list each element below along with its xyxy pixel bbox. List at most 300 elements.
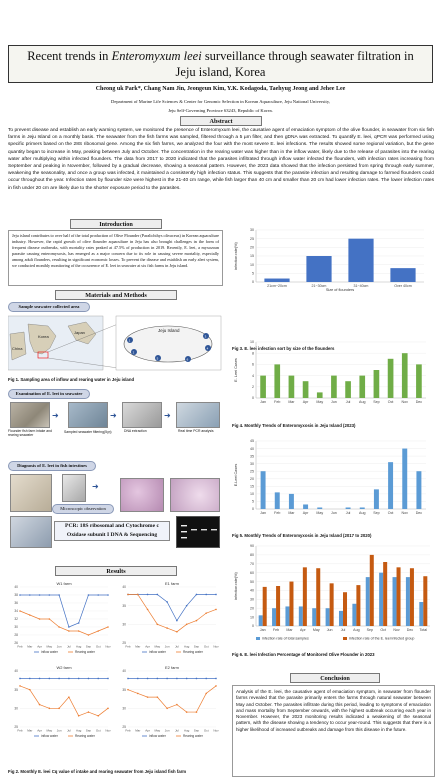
step-label: Sampled seawater filtering(5㎛) — [64, 430, 112, 434]
x-tick-label: Oct — [95, 644, 101, 649]
y-tick-label: 35 — [122, 603, 126, 608]
series-point — [147, 696, 149, 698]
panel-title: E2 farm — [164, 665, 180, 670]
series-point — [215, 594, 217, 596]
series-point — [88, 711, 90, 713]
x-tick-label: 21~30cm — [311, 284, 327, 288]
y-tick-label: 80 — [250, 553, 254, 558]
x-tick-label: Apr — [145, 728, 150, 733]
y-tick-label: 40 — [122, 669, 126, 674]
legend-label: infection rate of total samples — [262, 636, 309, 641]
bar — [374, 370, 380, 398]
x-tick-label: Mar — [27, 644, 33, 649]
x-tick-label: Nov — [401, 400, 408, 404]
x-tick-label: Jun — [164, 644, 170, 649]
x-tick-label: Jan — [259, 628, 266, 632]
series-point — [19, 678, 21, 680]
series-point — [147, 609, 149, 611]
series-point — [39, 618, 41, 620]
x-tick-label: Feb — [125, 644, 131, 649]
bar — [343, 592, 347, 626]
y-tick-label: 2 — [252, 385, 254, 389]
pcr-label-line2: Oxidase subunit I DNA & Sequencing — [66, 532, 158, 538]
series-line — [128, 594, 216, 631]
x-tick-label: Jul — [174, 644, 179, 649]
x-tick-label: Jan — [260, 400, 266, 404]
results-heading: Results — [55, 566, 177, 576]
x-tick-label: Feb — [17, 644, 23, 649]
y-tick-label: 38 — [14, 593, 18, 598]
introduction-text: Jeju island contributes to over half of the total production of Olive Flounder (Paralichthys olivaceus) in Korean aquaculture industry. However, the rapid growth of olive flounder aquaculture in Jeju has also brought challenges in the form of frequent disease outbreaks, with mortality rates peaked at 47.5% of production in 2019. Recently, E. leei, a myxozoan parasite causing enteromyxosis, has emerged as a major concern due to its role in causing severe mortality, especially among adult flounders, resulting in significant economic losses. To prevent the disease and establish an early alert system, we conducted monthly monitoring of the occurrence of E. leei in seawater at six fish farms in Jeju island. — [8, 230, 223, 286]
title-line1-pre: Recent trends in — [27, 49, 112, 63]
series-point — [157, 624, 159, 626]
x-tick-label: Sep — [193, 728, 200, 733]
series-point — [127, 594, 129, 596]
series-line — [128, 594, 216, 620]
y-tick-label: 30 — [250, 228, 254, 233]
fig5-panel — [232, 433, 435, 529]
bar — [272, 608, 276, 626]
x-tick-label: Over 40cm — [394, 284, 412, 288]
series-point — [88, 634, 90, 636]
x-tick-label: Sep — [373, 511, 380, 515]
bar — [360, 507, 365, 509]
y-tick-label: 35 — [122, 687, 126, 692]
y-tick-label: 20 — [250, 245, 254, 250]
y-tick-label: 35 — [14, 687, 18, 692]
bar — [264, 279, 289, 282]
x-tick-label: May — [154, 728, 161, 733]
bar — [306, 256, 331, 282]
series-point — [78, 622, 80, 624]
x-tick-label: Aug — [359, 511, 366, 515]
bar — [303, 567, 307, 626]
x-tick-label: Sep — [193, 644, 200, 649]
dna-extraction-photo — [122, 402, 162, 428]
bar — [289, 582, 293, 626]
bar — [317, 507, 322, 509]
series-point — [19, 610, 21, 612]
bar — [331, 376, 337, 398]
figure6-caption: Fig 6. E. leei Infection Percentage of Monitored Olive Flounder in 2023 — [232, 652, 375, 657]
filtering-photo — [68, 402, 108, 428]
series-point — [107, 678, 109, 680]
x-tick-label: 31~40cm — [353, 284, 369, 288]
x-tick-label: Nov — [401, 511, 408, 515]
x-tick-label: Apr — [302, 511, 309, 515]
bar — [397, 567, 401, 626]
y-tick-label: 25 — [250, 469, 254, 474]
bar — [390, 268, 415, 282]
series-point — [97, 594, 99, 596]
y-tick-label: 36 — [14, 601, 18, 606]
y-tick-label: 5 — [252, 499, 254, 504]
y-tick-label: 30 — [122, 706, 126, 711]
bar — [383, 562, 387, 626]
title-species: Enteromyxum leei — [111, 49, 202, 63]
y-tick-label: 10 — [250, 340, 254, 345]
fig5-chart — [232, 433, 435, 529]
series-point — [137, 594, 139, 596]
bar — [388, 359, 394, 398]
y-tick-label: 25 — [122, 725, 126, 730]
y-tick-label: 30 — [14, 625, 18, 630]
legend-label: inflow water — [149, 734, 166, 739]
map-country-china: China — [12, 346, 23, 351]
fig2-panel — [6, 579, 223, 747]
y-tick-label: 30 — [250, 597, 254, 602]
bar — [352, 604, 356, 626]
legend-label: Rearing water — [75, 734, 95, 739]
series-point — [205, 678, 207, 680]
series-point — [215, 685, 217, 687]
bar — [416, 364, 422, 398]
y-axis-label: E.Leei Cases — [234, 463, 238, 487]
y-tick-label: 90 — [250, 544, 254, 549]
legend-swatch — [256, 637, 260, 640]
pcr-device-photo — [10, 516, 52, 548]
title-line1-post: surveillance through seawater filtration in — [201, 49, 414, 63]
y-tick-label: 32 — [14, 617, 18, 622]
microscopic-observation-label: Microscopic observation — [52, 504, 114, 514]
y-tick-label: 0 — [252, 624, 254, 629]
x-tick-label: Nov — [213, 728, 219, 733]
legend-label: inflow water — [149, 650, 166, 655]
bar — [330, 583, 334, 626]
x-tick-label: Sep — [85, 644, 92, 649]
x-tick-label: Jul — [66, 644, 71, 649]
series-line — [128, 686, 216, 712]
map-site-number: 5 — [156, 356, 159, 361]
sampling-map — [8, 314, 223, 372]
x-tick-label: May — [46, 644, 53, 649]
bar — [423, 576, 427, 626]
x-tick-label: Mar — [286, 628, 293, 632]
step-label: Flounder fish farm intake and rearing seawater — [8, 429, 52, 437]
affiliation — [20, 97, 421, 115]
y-tick-label: 30 — [250, 461, 254, 466]
x-tick-label: Sep — [85, 728, 92, 733]
y-axis-label: E. Leei Cases — [234, 358, 238, 382]
x-tick-label: Oct — [387, 511, 394, 515]
bar — [370, 555, 374, 626]
series-point — [68, 630, 70, 632]
bar — [317, 392, 323, 398]
y-tick-label: 45 — [250, 439, 254, 444]
series-point — [39, 594, 41, 596]
fish-intestine-photo — [10, 474, 52, 512]
legend-label: Rearing water — [75, 650, 95, 655]
x-tick-label: Feb — [274, 400, 281, 404]
series-point — [166, 678, 168, 680]
series-point — [49, 594, 51, 596]
x-tick-label: Nov — [213, 644, 219, 649]
x-tick-label: Feb — [17, 728, 23, 733]
series-point — [137, 678, 139, 680]
series-point — [78, 678, 80, 680]
series-point — [157, 594, 159, 596]
bar — [263, 587, 267, 626]
series-point — [68, 626, 70, 628]
y-tick-label: 30 — [122, 622, 126, 627]
author-list: Cheong uk Park*, Chang Nam Jin, Jeongeun Kim, Y.K. Kodagoda, Taehyug Jeong and Jehee Lee — [95, 86, 346, 92]
y-tick-label: 0 — [252, 507, 254, 512]
legend-label: inflow water — [41, 650, 58, 655]
series-point — [97, 630, 99, 632]
fig4-chart — [232, 318, 435, 418]
series-point — [166, 708, 168, 710]
x-tick-label: Aug — [183, 644, 190, 649]
bar — [359, 376, 365, 398]
series-point — [215, 609, 217, 611]
y-tick-label: 28 — [14, 633, 18, 638]
pcr-label-line1: PCR: 18S ribosomal and Cytochrome c — [65, 523, 159, 529]
y-tick-label: 5 — [252, 271, 254, 276]
x-tick-label: May — [46, 728, 53, 733]
series-point — [78, 715, 80, 717]
bar — [326, 608, 330, 626]
fig6-chart — [232, 542, 435, 650]
series-point — [88, 678, 90, 680]
bar — [274, 364, 280, 398]
series-point — [29, 689, 31, 691]
y-tick-label: 0 — [252, 280, 254, 285]
x-tick-label: Feb — [125, 728, 131, 733]
series-point — [19, 594, 21, 596]
bar — [303, 381, 309, 398]
series-point — [186, 678, 188, 680]
x-tick-label: Apr — [302, 400, 309, 404]
fig4-panel — [232, 318, 435, 418]
y-tick-label: 6 — [252, 362, 254, 367]
series-point — [196, 711, 198, 713]
figure2-caption: Fig 2. Monthly E. leei Cq value of intake and rearing seawater from Jeju island fish farm — [8, 769, 187, 774]
series-point — [196, 678, 198, 680]
qpcr-photo — [176, 402, 220, 428]
series-point — [97, 678, 99, 680]
bar — [316, 568, 320, 626]
x-tick-label: Sep — [373, 400, 380, 404]
x-tick-label: Jan — [260, 511, 266, 515]
x-tick-label: Mar — [27, 728, 33, 733]
series-point — [58, 594, 60, 596]
x-tick-label: Dec — [415, 400, 423, 404]
map-country-japan: Japan — [74, 330, 85, 335]
series-point — [147, 678, 149, 680]
y-tick-label: 25 — [250, 236, 254, 241]
figure4-caption: Fig 4. Monthly Trends of Enteromyxosis in Jeju Island (2023) — [232, 423, 356, 428]
bar — [259, 615, 263, 626]
series-point — [127, 678, 129, 680]
series-point — [49, 678, 51, 680]
x-tick-label: Jun — [326, 628, 333, 632]
series-point — [68, 678, 70, 680]
bar — [406, 577, 410, 626]
series-point — [19, 685, 21, 687]
x-tick-label: Aug — [75, 728, 82, 733]
bar — [379, 573, 383, 626]
map-site-number: 3 — [204, 334, 207, 339]
y-tick-label: 10 — [250, 615, 254, 620]
x-tick-label: Oct — [203, 728, 209, 733]
x-tick-label: Jul — [345, 400, 351, 404]
series-point — [49, 708, 51, 710]
x-tick-label: Aug — [75, 644, 82, 649]
x-tick-label: Jul — [174, 728, 179, 733]
figure3-caption: Fig 3. E. leei infection sort by size of the flounders — [232, 346, 335, 351]
x-tick-label: Mar — [288, 511, 295, 515]
series-point — [29, 678, 31, 680]
bar — [285, 606, 289, 626]
y-tick-label: 0 — [252, 396, 254, 401]
y-tick-label: 26 — [14, 641, 18, 646]
arrow-right-icon: ➜ — [52, 411, 59, 420]
series-point — [68, 696, 70, 698]
x-tick-label: Jun — [331, 511, 337, 515]
series-point — [186, 711, 188, 713]
series-point — [29, 594, 31, 596]
series-line — [20, 686, 108, 716]
sample-area-label: Sample seawater collected area — [8, 302, 90, 312]
series-point — [186, 605, 188, 607]
series-point — [196, 620, 198, 622]
bar — [275, 492, 280, 509]
y-tick-label: 40 — [250, 446, 254, 451]
diagnosis-label: Diagnosis of E. leei in fish intestines — [8, 461, 96, 471]
map-site-number: 2 — [132, 350, 135, 355]
map-site-number: 4 — [206, 346, 209, 351]
series-point — [88, 594, 90, 596]
bar — [393, 577, 397, 626]
x-tick-label: Apr — [37, 728, 42, 733]
x-tick-label: Aug — [183, 728, 190, 733]
x-tick-label: May — [312, 628, 320, 632]
series-point — [147, 594, 149, 596]
x-tick-label: Feb — [274, 511, 281, 515]
x-tick-label: Nov — [105, 644, 111, 649]
y-tick-label: 25 — [14, 725, 18, 730]
legend-label: Rearing water — [183, 734, 203, 739]
x-tick-label: Jun — [56, 644, 62, 649]
y-tick-label: 4 — [252, 373, 254, 378]
y-tick-label: 25 — [122, 641, 126, 646]
series-point — [58, 626, 60, 628]
x-tick-label: May — [316, 511, 324, 515]
bar — [402, 449, 407, 509]
step-label: DNA extraction — [124, 429, 147, 433]
series-point — [215, 678, 217, 680]
y-tick-label: 70 — [250, 561, 254, 566]
bar — [416, 471, 421, 509]
bar — [289, 376, 295, 398]
figure1-caption: Fig 1. Sampling area of inflow and rearing water in Jeju island — [8, 377, 135, 382]
bar — [356, 585, 360, 626]
series-point — [166, 601, 168, 603]
y-tick-label: 40 — [14, 585, 18, 590]
series-point — [157, 696, 159, 698]
map-site-number: 6 — [186, 357, 189, 362]
x-tick-label: Nov — [105, 728, 111, 733]
series-point — [107, 708, 109, 710]
materials-heading: Materials and Methods — [55, 290, 177, 300]
x-axis-label: Size of flounders — [325, 288, 355, 292]
x-tick-label: Apr — [300, 628, 306, 632]
x-tick-label: Nov — [393, 628, 400, 632]
micrograph-2 — [170, 478, 220, 512]
y-tick-label: 20 — [250, 476, 254, 481]
figure5-caption: Fig 5. Monthly Trends of Enteromyxosis in Jeju Island (2017 to 2020) — [232, 533, 372, 538]
x-tick-label: Mar — [135, 644, 141, 649]
x-tick-label: Apr — [37, 644, 42, 649]
series-point — [29, 614, 31, 616]
bar — [374, 489, 379, 509]
panel-title: W1 farm — [56, 581, 72, 586]
x-tick-label: Mar — [288, 400, 295, 404]
y-tick-label: 15 — [250, 254, 254, 259]
bar — [303, 504, 308, 509]
x-tick-label: 21cm~20cm — [267, 284, 287, 288]
bar — [346, 507, 351, 509]
series-point — [157, 678, 159, 680]
gel-image — [176, 516, 220, 548]
y-tick-label: 10 — [250, 492, 254, 497]
x-tick-label: Apr — [145, 644, 150, 649]
fig6-panel — [232, 542, 435, 650]
panel-title: E1 farm — [164, 581, 180, 586]
y-tick-label: 15 — [250, 484, 254, 489]
y-tick-label: 40 — [250, 588, 254, 593]
step-label: Real time PCR analysis — [178, 429, 214, 433]
legend-label: inflow water — [41, 734, 58, 739]
fig2-chart — [6, 579, 223, 747]
series-point — [58, 678, 60, 680]
x-tick-label: Jun — [164, 728, 170, 733]
pcr-method-box — [54, 521, 170, 541]
series-point — [49, 618, 51, 620]
micrograph-1 — [120, 478, 164, 512]
y-tick-label: 10 — [250, 262, 254, 267]
x-tick-label: Feb — [272, 628, 280, 632]
series-point — [107, 594, 109, 596]
x-tick-label: Jul — [345, 511, 351, 515]
series-line — [20, 611, 108, 635]
arrow-right-icon: ➜ — [164, 411, 171, 420]
y-tick-label: 40 — [122, 585, 126, 590]
bar — [345, 381, 351, 398]
abstract-heading: Abstract — [180, 116, 262, 126]
series-point — [78, 630, 80, 632]
poster-title — [8, 45, 433, 83]
legend-label: Rearing water — [183, 650, 203, 655]
introduction-heading: Introduction — [70, 219, 162, 229]
series-point — [97, 715, 99, 717]
map-site-number: 1 — [128, 338, 131, 343]
x-tick-label: Aug — [359, 400, 366, 404]
x-tick-label: Sep — [366, 628, 373, 632]
x-tick-label: Oct — [380, 628, 386, 632]
bar — [276, 586, 280, 626]
x-tick-label: May — [154, 644, 161, 649]
y-tick-label: 20 — [250, 606, 254, 611]
series-point — [176, 620, 178, 622]
y-axis-label: infection rate(%) — [234, 572, 238, 600]
bar — [366, 577, 370, 626]
bar — [339, 611, 343, 626]
series-point — [186, 624, 188, 626]
fish-farm-photo — [10, 402, 50, 428]
bar — [402, 353, 408, 398]
x-tick-label: Oct — [387, 400, 394, 404]
